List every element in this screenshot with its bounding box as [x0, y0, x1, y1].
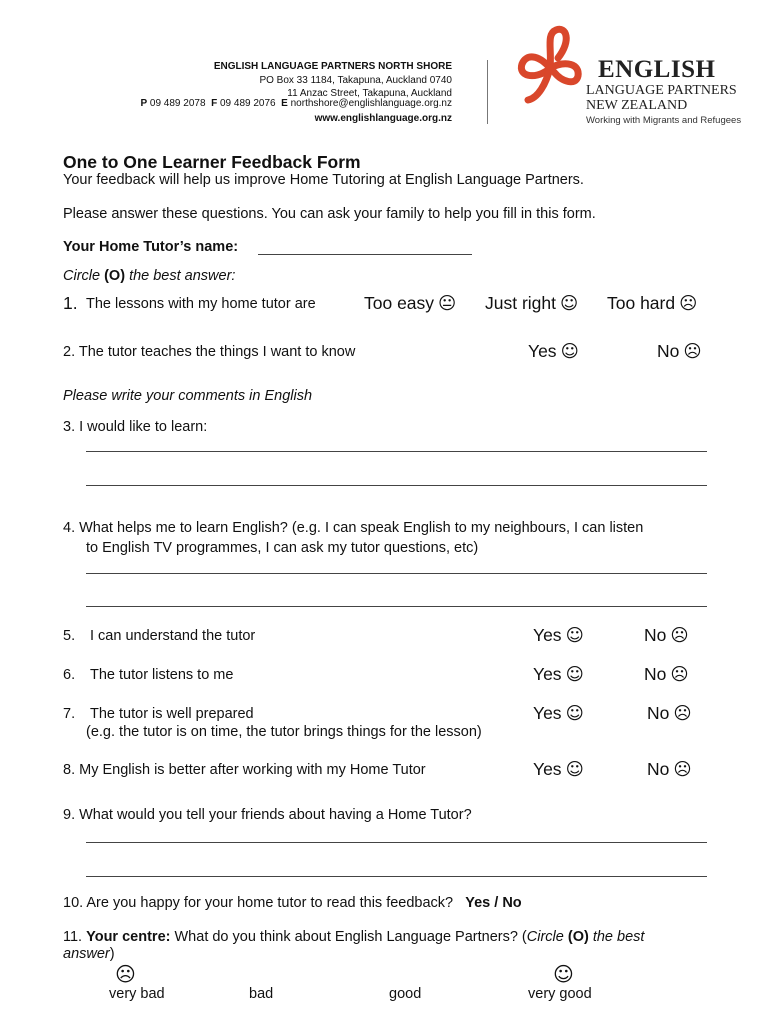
- q10-row: [63, 895, 522, 911]
- phone-label: P: [140, 98, 148, 109]
- form-instructions: Please answer these questions. You can ask your family to help you fill in this form.: [63, 206, 596, 222]
- smiley-face-icon: ☺: [565, 626, 584, 646]
- circle-suffix: the best answer:: [129, 268, 236, 284]
- q10-yes-option[interactable]: Yes: [465, 895, 491, 911]
- tutor-name-label: Your Home Tutor’s name:: [63, 239, 239, 255]
- q6-no-option[interactable]: [644, 664, 689, 685]
- yes-label: Yes: [533, 703, 562, 723]
- neutral-face-icon: 😐: [438, 294, 457, 314]
- q9-answer-line-1[interactable]: [86, 842, 707, 843]
- sad-face-icon: ☹: [673, 704, 692, 724]
- phone-number: 09 489 2078: [149, 98, 206, 109]
- q4-text-line-1: 4. What helps me to learn English? (e.g. I can speak English to my neighbours, I can listen: [63, 520, 644, 536]
- form-intro: Your feedback will help us improve Home Tutoring at English Language Partners.: [63, 172, 584, 188]
- q3-answer-line-2[interactable]: [86, 485, 707, 486]
- q11-number: 11.: [63, 929, 83, 945]
- smiley-face-icon: ☺: [560, 294, 579, 314]
- header-divider: [487, 60, 488, 124]
- q5-yes-option[interactable]: [533, 625, 584, 646]
- q9-text: 9. What would you tell your friends about having a Home Tutor?: [63, 807, 472, 823]
- q5-number: 5.: [63, 628, 76, 644]
- q11-label: Your centre:: [86, 929, 171, 945]
- contact-line: [140, 97, 452, 111]
- smiley-face-icon: ☺: [560, 342, 579, 362]
- comments-note: Please write your comments in English: [63, 388, 313, 404]
- rating-very-bad[interactable]: very bad: [109, 986, 165, 1002]
- q2-text: 2. The tutor teaches the things I want to know: [63, 344, 356, 360]
- q6-yes-option[interactable]: [533, 664, 584, 685]
- q1-number: 1.: [63, 293, 78, 313]
- q2-yes-option[interactable]: [528, 341, 579, 362]
- sad-face-icon: ☹: [683, 342, 702, 362]
- too-easy-label: Too easy: [364, 293, 435, 313]
- yes-label: Yes: [533, 664, 562, 684]
- q10-separator: /: [494, 895, 499, 911]
- q5-no-option[interactable]: [644, 625, 689, 646]
- q11-circle-word: Circle: [526, 929, 564, 945]
- sad-face-icon: ☹: [673, 760, 692, 780]
- q8-yes-option[interactable]: [533, 759, 584, 780]
- q11-circle-symbol: (O): [567, 929, 589, 945]
- no-label: No: [644, 664, 667, 684]
- logo-english: ENGLISH: [598, 56, 716, 83]
- smiley-face-icon: ☺: [553, 962, 574, 986]
- email-address[interactable]: northshore@englishlanguage.org.nz: [290, 98, 452, 109]
- elp-logo-mark: [508, 24, 592, 108]
- q1-option-too-easy[interactable]: [364, 293, 456, 314]
- too-hard-label: Too hard: [607, 293, 676, 313]
- no-label: No: [644, 625, 667, 645]
- no-label: No: [657, 341, 680, 361]
- address-line-2: 11 Anzac Street, Takapuna, Auckland: [287, 88, 452, 99]
- no-label: No: [647, 703, 670, 723]
- fax-label: F: [211, 98, 218, 109]
- q11-close-paren: ): [109, 946, 115, 962]
- logo-tagline: Working with Migrants and Refugees: [586, 115, 742, 126]
- q11-text: What do you think about English Language Partners? (: [174, 929, 527, 945]
- address-line-1: PO Box 33 1184, Takapuna, Auckland 0740: [259, 75, 452, 86]
- form-title: One to One Learner Feedback Form: [63, 152, 361, 172]
- q11-answer-word: answer: [63, 946, 110, 962]
- q6-text: The tutor listens to me: [90, 667, 234, 683]
- rating-good[interactable]: good: [389, 986, 422, 1002]
- q7-subtext: (e.g. the tutor is on time, the tutor brings things for the lesson): [86, 724, 482, 740]
- tutor-name-field[interactable]: [258, 254, 472, 255]
- logo-new-zealand: NEW ZEALAND: [586, 98, 688, 113]
- q3-text: 3. I would like to learn:: [63, 419, 208, 435]
- q1-text: The lessons with my home tutor are: [86, 296, 316, 312]
- no-label: No: [647, 759, 670, 779]
- fax-number: 09 489 2076: [219, 98, 276, 109]
- q1-option-just-right[interactable]: [485, 293, 578, 314]
- just-right-label: Just right: [485, 293, 556, 313]
- sad-face-icon: ☹: [670, 626, 689, 646]
- website-link[interactable]: www.englishlanguage.org.nz: [314, 113, 452, 124]
- q4-text-line-2: to English TV programmes, I can ask my tutor questions, etc): [86, 540, 479, 556]
- smiley-face-icon: ☺: [565, 704, 584, 724]
- q7-number: 7.: [63, 706, 76, 722]
- sad-face-icon: ☹: [679, 294, 698, 314]
- rating-very-good[interactable]: very good: [528, 986, 592, 1002]
- sad-face-icon: ☹: [115, 962, 136, 986]
- smiley-face-icon: ☺: [565, 760, 584, 780]
- q4-answer-line-1[interactable]: [86, 573, 707, 574]
- logo-language-partners: LANGUAGE PARTNERS: [586, 83, 737, 98]
- smiley-face-icon: ☺: [565, 665, 584, 685]
- q9-answer-line-2[interactable]: [86, 876, 707, 877]
- q11-row: [63, 929, 709, 945]
- q7-no-option[interactable]: [647, 703, 692, 724]
- q5-text: I can understand the tutor: [90, 628, 256, 644]
- yes-label: Yes: [533, 759, 562, 779]
- q7-yes-option[interactable]: [533, 703, 584, 724]
- q11-best: the best: [592, 929, 645, 945]
- yes-label: Yes: [533, 625, 562, 645]
- rating-bad[interactable]: bad: [249, 986, 274, 1002]
- org-name: ENGLISH LANGUAGE PARTNERS NORTH SHORE: [213, 61, 452, 72]
- q1-option-too-hard[interactable]: [607, 293, 697, 314]
- q10-no-option[interactable]: No: [502, 895, 522, 911]
- email-label: E: [281, 98, 288, 109]
- q11-line-2: [63, 946, 115, 962]
- sad-face-icon: ☹: [670, 665, 689, 685]
- q2-no-option[interactable]: [657, 341, 702, 362]
- q6-number: 6.: [63, 667, 76, 683]
- q10-text: 10. Are you happy for your home tutor to read this feedback?: [63, 895, 454, 911]
- q7-text: The tutor is well prepared: [90, 706, 254, 722]
- circle-prefix: Circle: [63, 268, 101, 284]
- circle-symbol: (O): [104, 268, 126, 284]
- yes-label: Yes: [528, 341, 557, 361]
- q8-text: 8. My English is better after working with my Home Tutor: [63, 762, 426, 778]
- q4-answer-line-2[interactable]: [86, 606, 707, 607]
- circle-instruction: [63, 268, 235, 284]
- q8-no-option[interactable]: [647, 759, 692, 780]
- q3-answer-line-1[interactable]: [86, 451, 707, 452]
